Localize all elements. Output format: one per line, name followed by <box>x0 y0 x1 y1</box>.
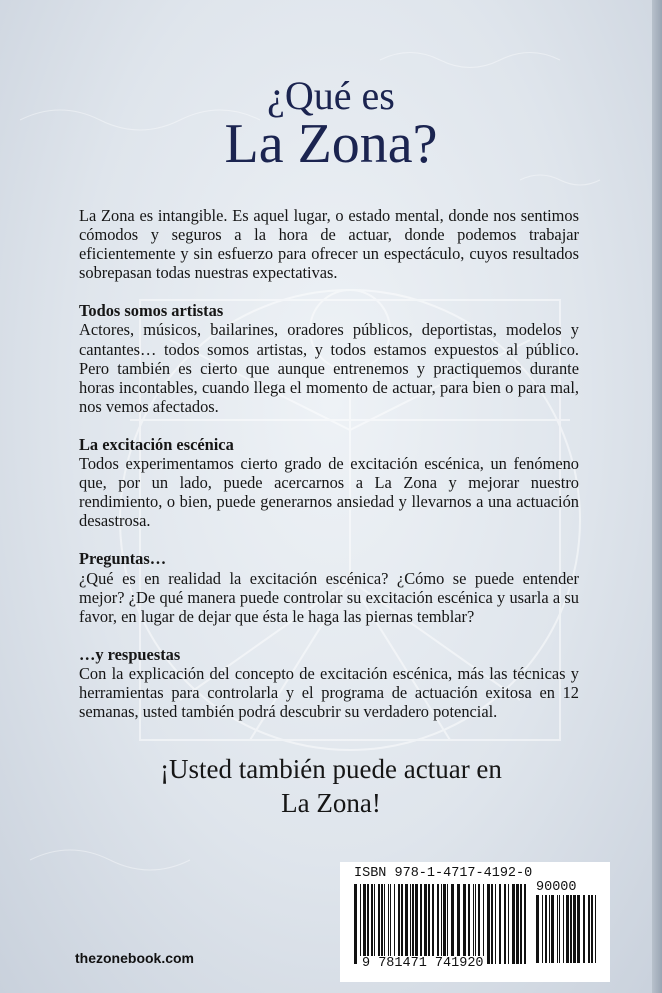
intro-paragraph: La Zona es intangible. Es aquel lugar, o estado mental, donde nos sentimos cómodos y seguros a la hora de actuar, donde podemos trabajar eficientemente y sin esfuerzo para ofrecer un espectáculo, cuyos resultados sobrepasan todas nuestras expectativas. <box>79 206 579 283</box>
section-text: Con la explicación del concepto de excitación escénica, más las técnicas y herramientas para controlarla y el programa de actuación exitosa en 12 semanas, usted también podrá descubrir su verdadero potencial. <box>79 663 579 722</box>
barcode-stripe <box>457 884 460 964</box>
barcode-stripe <box>549 895 550 963</box>
title-line-1: ¿Qué es <box>267 73 395 118</box>
barcode-stripe <box>475 884 476 964</box>
barcode-stripe <box>424 884 427 964</box>
barcode-stripe <box>468 884 470 964</box>
barcode-stripe <box>443 884 446 964</box>
barcode-stripe <box>432 884 434 964</box>
callout <box>0 752 662 820</box>
barcode-stripe <box>524 884 526 964</box>
barcode-stripe <box>536 895 539 963</box>
barcode-stripe <box>545 895 547 963</box>
section-text: Todos experimentamos cierto grado de excitación escénica, un fenómeno que, por un lado, puede acercarnos a La Zona y mejorar nuestro rendimiento, o bien, puede generarnos ansiedad y llevarnos a una actuación desastrosa. <box>79 454 579 531</box>
barcode-stripe <box>495 884 496 964</box>
barcode-stripe <box>588 895 590 963</box>
description-body <box>79 206 579 740</box>
barcode-stripe <box>563 895 564 963</box>
section-title: …y respuestas <box>79 644 181 664</box>
barcode-stripe <box>398 884 400 964</box>
barcode-stripe <box>437 884 439 964</box>
section-title: Todos somos artistas <box>79 301 224 321</box>
barcode-stripe <box>504 884 506 964</box>
barcode-stripe <box>473 884 474 964</box>
barcode-stripe <box>401 884 403 964</box>
barcode-stripe <box>415 884 418 964</box>
barcode-stripe <box>595 895 596 963</box>
barcode-stripe <box>491 884 493 964</box>
barcode-stripe <box>405 884 408 964</box>
section-text: ¿Qué es en realidad la excitación escénica? ¿Cómo se puede entender mejor? ¿De qué manera puede controlar su excitación escénica y usarla a su favor, en lugar de dejar que ésta le haga las piernas temblar? <box>79 568 579 626</box>
barcode-stripe <box>381 884 383 964</box>
barcode-stripe <box>483 884 484 964</box>
barcode-stripe <box>520 884 522 964</box>
barcode-stripe <box>360 884 361 964</box>
barcode-stripe <box>384 884 385 964</box>
barcode-stripe <box>478 884 480 964</box>
barcode-stripe <box>447 884 448 964</box>
section-preguntas <box>79 549 579 625</box>
barcode-stripe <box>410 884 411 964</box>
barcode-stripe <box>420 884 422 964</box>
barcode-stripe <box>354 884 357 964</box>
callout-line-2: La Zona! <box>281 788 381 818</box>
section-excitacion-escenica <box>79 435 579 530</box>
barcode-stripe <box>367 884 369 964</box>
section-respuestas <box>79 645 579 721</box>
isbn-barcode <box>340 862 610 982</box>
barcode-stripe <box>394 884 395 964</box>
barcode-stripe <box>559 895 560 963</box>
barcode-stripe <box>573 895 576 963</box>
barcode-digits: 9 781471 741920 <box>362 956 484 971</box>
barcode-stripe <box>487 884 490 964</box>
barcode-stripe <box>428 884 430 964</box>
barcode-stripe <box>557 895 558 963</box>
section-title: La excitación escénica <box>79 434 234 454</box>
barcode-stripe <box>508 884 509 964</box>
section-title: Preguntas… <box>79 549 167 569</box>
barcode-stripe <box>577 895 580 963</box>
barcode-stripe <box>378 884 380 964</box>
barcode-stripe <box>390 884 391 964</box>
website-url: thezonebook.com <box>75 950 195 966</box>
barcode-stripe <box>451 884 454 964</box>
barcode-stripe <box>566 895 569 963</box>
barcode-stripe <box>441 884 442 964</box>
barcode-stripe <box>570 895 572 963</box>
barcode-stripe <box>371 884 373 964</box>
barcode-stripe <box>542 895 543 963</box>
barcode-stripe <box>512 884 515 964</box>
barcode-stripe <box>363 884 366 964</box>
barcode-stripe <box>412 884 414 964</box>
barcode-stripe <box>516 884 519 964</box>
isbn-label: ISBN 978-1-4717-4192-0 <box>354 866 533 881</box>
spine-edge <box>652 0 662 993</box>
barcode-addon-bars-icon <box>536 895 598 963</box>
title-line-2: La Zona? <box>224 113 438 175</box>
barcode-stripe <box>463 884 466 964</box>
callout-line-1: ¡Usted también puede actuar en <box>160 754 502 784</box>
barcode-bars-icon <box>354 884 530 964</box>
barcode-stripe <box>374 884 375 964</box>
section-text: Actores, músicos, bailarines, oradores públicos, deportistas, modelos y cantantes… todos somos artistas, y todos estamos expuestos al público. Pero también es cierto que aunque entrenemos y practiquemos durante horas incontables, cuando llega el momento de actuar, para bien o para mal, nos vemos afectados. <box>79 320 579 416</box>
barcode-stripe <box>551 895 554 963</box>
barcode-stripe <box>591 895 593 963</box>
barcode-stripe <box>388 884 389 964</box>
section-todos-somos-artistas <box>79 301 579 416</box>
barcode-stripe <box>499 884 501 964</box>
price-code: 90000 <box>536 880 577 895</box>
barcode-stripe <box>583 895 585 963</box>
